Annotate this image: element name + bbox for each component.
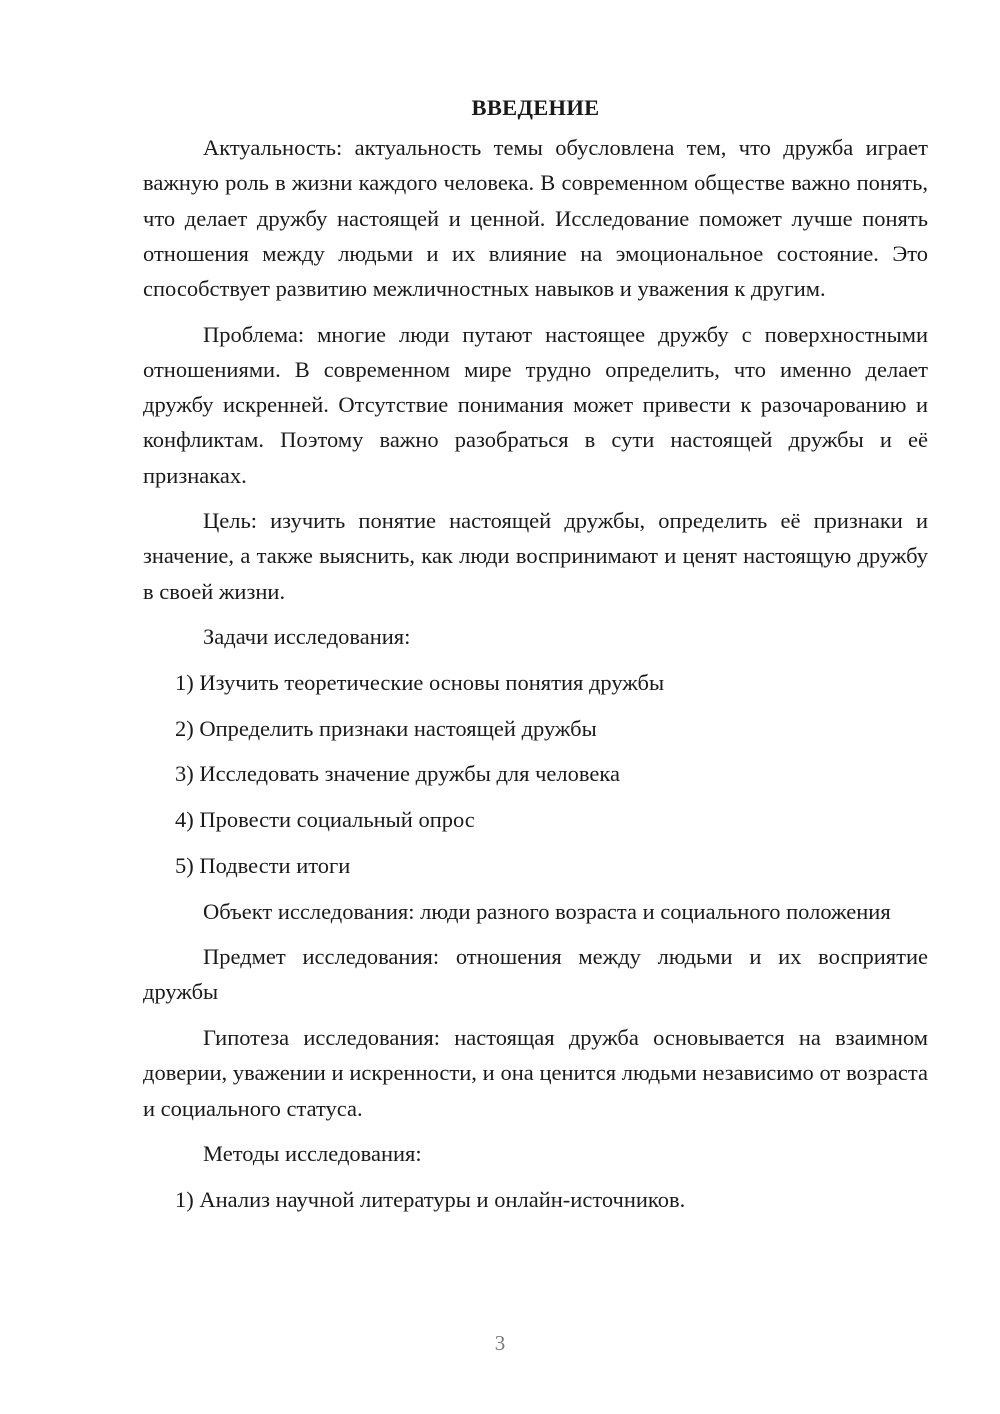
goal-paragraph: Цель: изучить понятие настоящей дружбы, определить её признаки и значение, а также выяснить, как люди воспринимают и ценят настоящую дружбу в своей жизни. (143, 508, 928, 604)
subject-paragraph: Предмет исследования: отношения между людьми и их восприятие дружбы (143, 944, 928, 1005)
page-content (143, 90, 928, 1217)
page-number: 3 (494, 1331, 506, 1355)
task-item: 1) Изучить теоретические основы понятия дружбы (175, 670, 665, 696)
task-item: 2) Определить признаки настоящей дружбы (175, 715, 597, 741)
task-item: 4) Провести социальный опрос (175, 807, 475, 833)
paragraph-spacer (143, 655, 928, 666)
paragraph-spacer (143, 746, 928, 757)
object-paragraph: Объект исследования: люди разного возраста и социального положения (203, 898, 891, 924)
paragraph-spacer (143, 929, 928, 940)
paragraph-spacer (143, 306, 928, 317)
paragraph-spacer (143, 1010, 928, 1021)
relevance-paragraph: Актуальность: актуальность темы обусловлена тем, что дружба играет важную роль в жизни каждого человека. В современном обществе важно понять, что делает дружбу настоящей и ценной. Исследование поможет лучше понять отношения между людьми и их влияние на эмоциональное состояние. Это способствует развитию межличностных навыков и уважения к другим. (143, 135, 928, 302)
task-item: 3) Исследовать значение дружбы для человека (175, 761, 620, 787)
methods-heading: Методы исследования: (203, 1141, 422, 1167)
paragraph-spacer (143, 1126, 928, 1137)
paragraph-spacer (143, 493, 928, 504)
hypothesis-paragraph: Гипотеза исследования: настоящая дружба основывается на взаимном доверии, уважении и искренности, и она ценится людьми независимо от возраста и социального статуса. (143, 1025, 928, 1121)
task-item: 5) Подвести итоги (175, 852, 351, 878)
problem-paragraph: Проблема: многие люди путают настоящее дружбу с поверхностными отношениями. В современном мире трудно определить, что именно делает дружбу искренней. Отсутствие понимания может привести к разочарованию и конфликтам. Поэтому важно разобраться в сути настоящей дружбы и её признаках. (143, 321, 928, 488)
paragraph-spacer (143, 1171, 928, 1182)
paragraph-spacer (143, 837, 928, 848)
method-item: 1) Анализ научной литературы и онлайн-источников. (175, 1186, 686, 1212)
paragraph-spacer (143, 609, 928, 620)
paragraph-spacer (143, 700, 928, 711)
tasks-heading: Задачи исследования: (203, 624, 411, 650)
paragraph-spacer (143, 792, 928, 803)
section-title: ВВЕДЕНИЕ (471, 95, 600, 120)
paragraph-spacer (143, 883, 928, 894)
